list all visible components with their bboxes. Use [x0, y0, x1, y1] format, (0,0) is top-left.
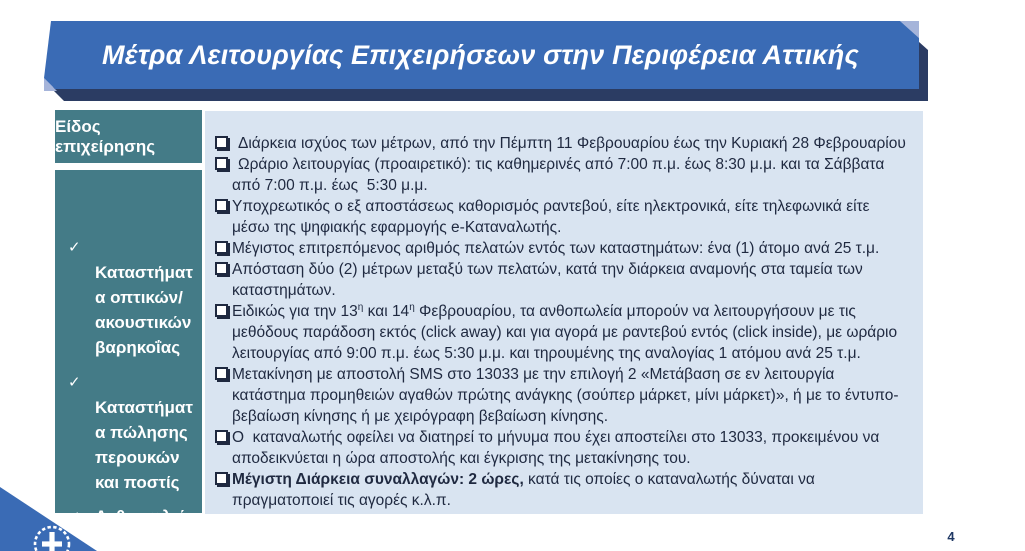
sidebar-business-types: [55, 170, 202, 526]
measure-text: Φεβρουαρίου, τα ανθοπωλεία μπορούν να λειτουργήσουν με τις μεθόδους παράδοση εκτός (click away) και για αγορά με ραντεβού εντός (click inside), με ωράριο λειτουργίας από 9:00 π.μ. έως 5:30 μ.μ. και τηρουμένης της αναλογίας 1 ατόμου ανά 25 τ.μ.: [232, 303, 902, 362]
measure-bullet: [215, 238, 909, 259]
title-banner: [42, 21, 932, 103]
business-type-label: Καταστήματα οπτικών/ακουστικών βαρηκοΐας: [95, 263, 193, 357]
checkbox-bullet-icon: [215, 367, 228, 380]
checkmark-icon: ✓: [68, 239, 81, 256]
measure-text: Μέγιστη Διάρκεια συναλλαγών: 2 ώρες,: [232, 471, 524, 488]
measure-text: Απόσταση δύο (2) μέτρων μεταξύ των πελατών, κατά την διάρκεια αναμονής στα ταμεία των καταστημάτων.: [232, 261, 868, 299]
checkbox-bullet-icon: [215, 199, 228, 212]
measure-bullet: [215, 301, 909, 364]
checkbox-bullet-icon: [215, 304, 228, 317]
sidebar-header: [55, 110, 202, 163]
business-type-item: [68, 234, 196, 360]
business-type-label: Καταστήματα πώλησης περουκών και ποστίς: [95, 398, 193, 492]
measure-bullet: [215, 154, 909, 196]
checkbox-bullet-icon: [215, 430, 228, 443]
checkbox-bullet-icon: [215, 136, 228, 149]
measure-text: η: [357, 301, 364, 313]
measure-text: και 14: [363, 303, 410, 320]
measure-bullet: [215, 364, 909, 427]
slide-title: Μέτρα Λειτουργίας Επιχειρήσεων στην Περιφέρεια Αττικής: [102, 39, 859, 70]
measure-text: η: [409, 301, 415, 313]
checkbox-bullet-icon: [215, 157, 228, 170]
measure-text: κατά τις οποίες ο καταναλωτής δύναται να πραγματοποιεί τις αγορές κ.λ.π.: [232, 471, 820, 509]
measure-text: Ο καταναλωτής οφείλει να διατηρεί το μήνυμα που έχει αποστείλει στο 13033, προκειμένου να αποδεικνύεται η ώρα αποστολής και έγκρισης της μετακίνησης του.: [232, 429, 884, 467]
measure-text: Διάρκεια ισχύος των μέτρων, από την Πέμπτη 11 Φεβρουαρίου έως την Κυριακή 28 Φεβρουαρίου: [238, 135, 906, 152]
checkbox-bullet-icon: [215, 241, 228, 254]
measure-text: Ειδικώς για την 13: [232, 303, 358, 320]
measure-text: Ωράριο λειτουργίας (προαιρετικό): τις καθημερινές από 7:00 π.μ. έως 8:30 μ.μ. και τα Σάββατα από 7:00 π.μ. έως 5:30 μ.μ.: [232, 156, 889, 194]
measure-bullet: [215, 469, 909, 511]
checkbox-bullet-icon: [215, 262, 228, 275]
page-number: 4: [947, 529, 955, 544]
business-type-label: Ανθοπωλεία: [95, 507, 195, 526]
measure-bullet: [215, 133, 909, 154]
sidebar-header-label: Είδος επιχείρησης: [55, 116, 156, 156]
measure-bullet: [215, 259, 909, 301]
measures-list: [215, 133, 909, 511]
measure-text: Μέγιστος επιτρεπόμενος αριθμός πελατών εντός των καταστημάτων: ένα (1) άτομο ανά 25 τ.μ.: [232, 240, 880, 257]
measure-text: Υποχρεωτικός ο εξ αποστάσεως καθορισμός ραντεβού, είτε ηλεκτρονικά, είτε τηλεφωνικά είτε μέσω της ψηφιακής εφαρμογής e-Καταναλωτής.: [232, 198, 874, 236]
business-type-item: [68, 369, 196, 495]
emblem-cross-horizontal: [42, 541, 62, 546]
checkbox-bullet-icon: [215, 472, 228, 485]
checkmark-icon: ✓: [68, 509, 81, 526]
measure-bullet: [215, 427, 909, 469]
greek-government-emblem: [0, 481, 105, 551]
measures-panel: [205, 111, 923, 514]
checkmark-icon: ✓: [68, 374, 81, 391]
measure-text: Μετακίνηση με αποστολή SMS στο 13033 με την επιλογή 2 «Μετάβαση σε εν λειτουργία κατάστημα προμηθειών αγαθών πρώτης ανάγκης (σούπερ μάρκετ, μίνι μάρκετ)», ή με το έντυπο-βεβαίωση κίνησης ή με χειρόγραφη βεβαίωση κίνησης.: [232, 366, 899, 425]
measure-bullet: [215, 196, 909, 238]
